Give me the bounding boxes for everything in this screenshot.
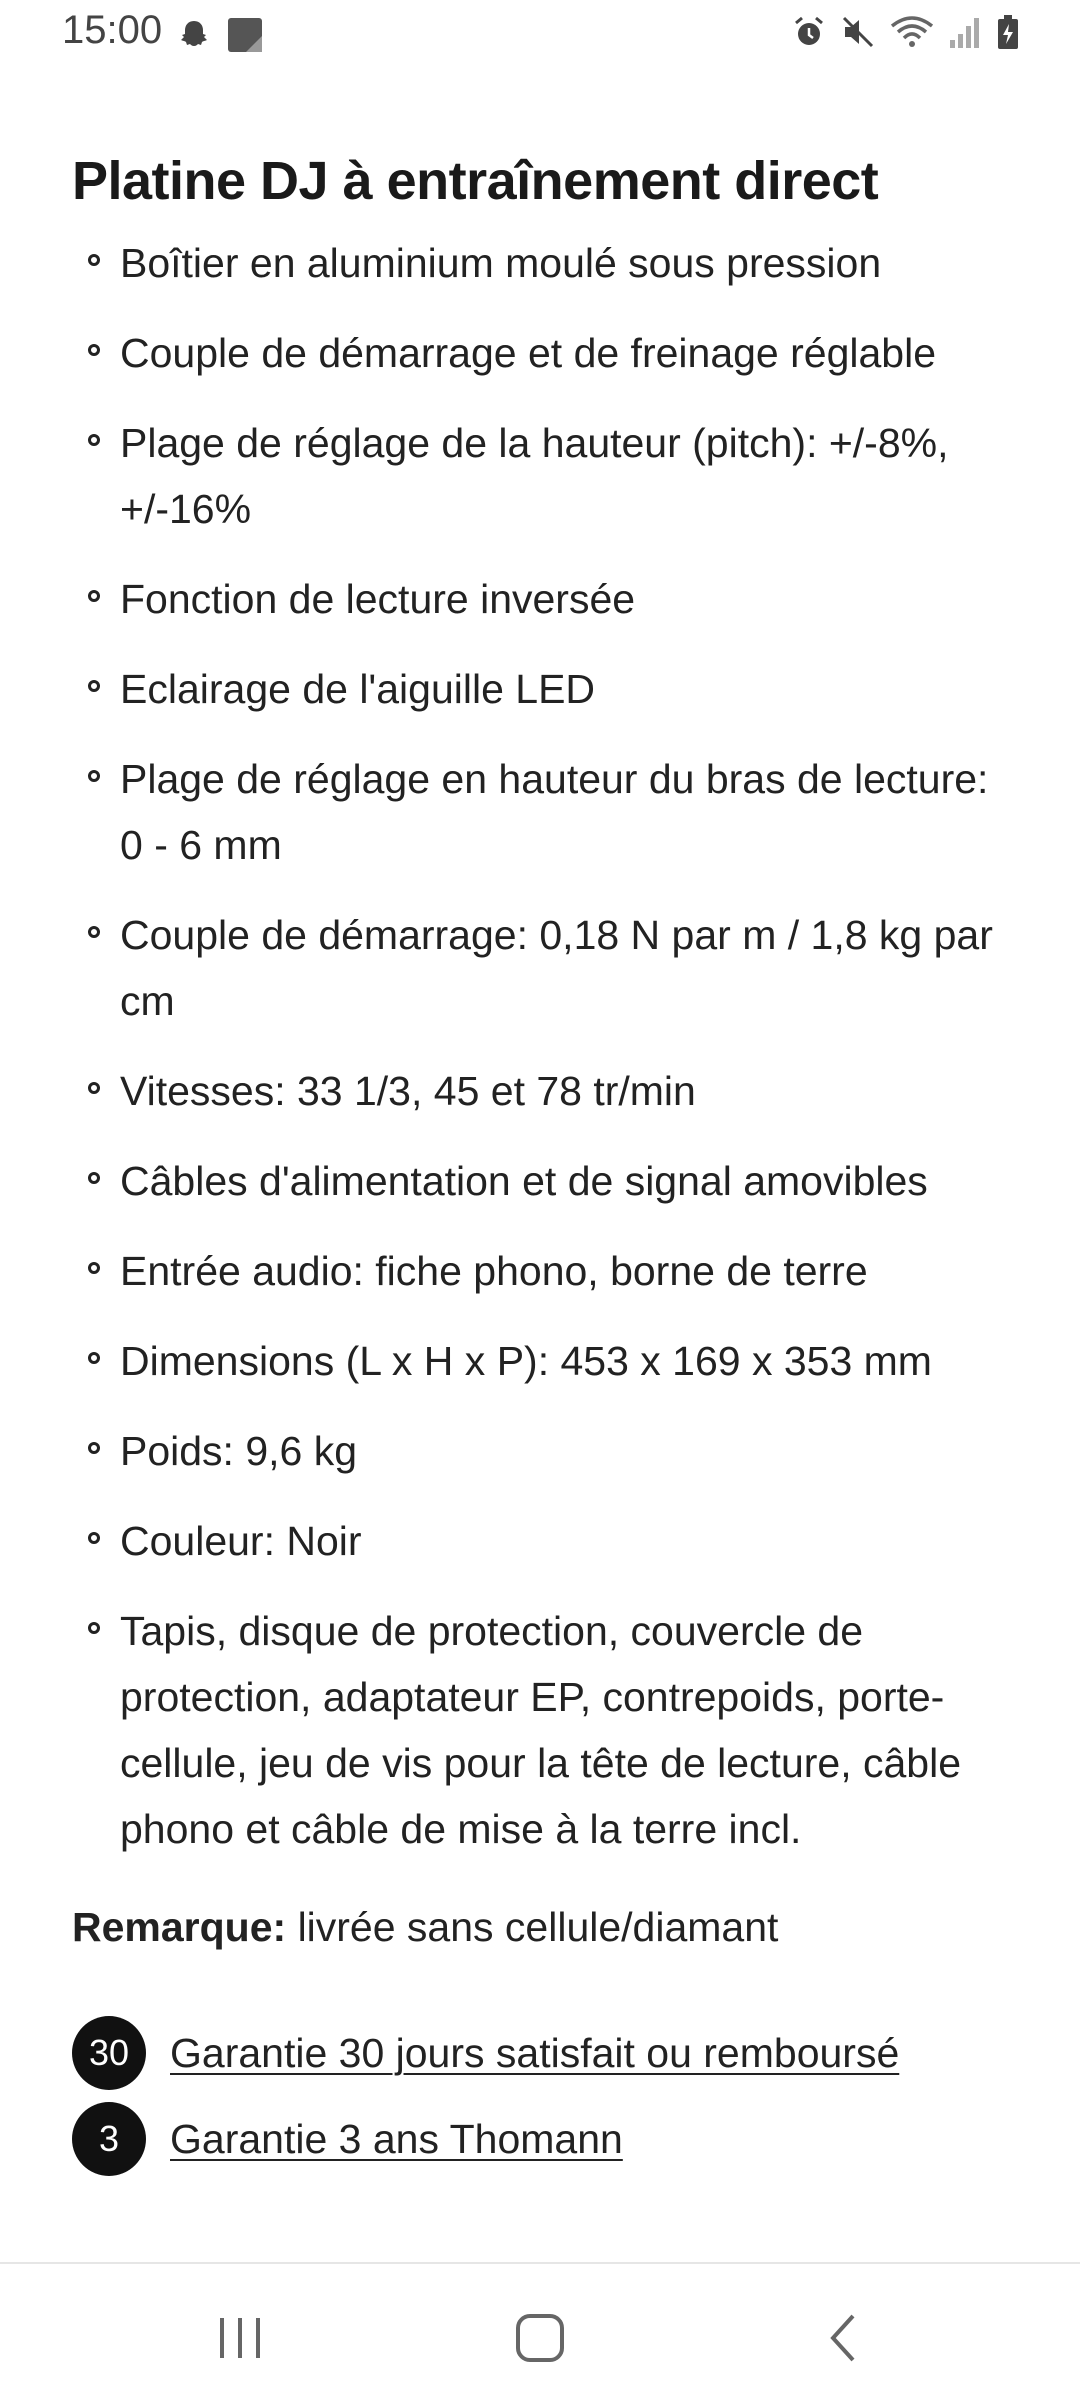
feature-item	[72, 1328, 1012, 1394]
feature-item	[72, 1508, 1012, 1574]
status-left-icons	[176, 16, 264, 54]
bullet-icon	[88, 1172, 100, 1184]
feature-list	[72, 230, 1012, 1862]
feature-text: Entrée audio: fiche phono, borne de terre	[120, 1248, 868, 1294]
feature-item	[72, 656, 1012, 722]
home-button[interactable]	[510, 2308, 570, 2368]
recents-icon	[212, 2310, 268, 2366]
bullet-icon	[88, 1262, 100, 1274]
bullet-icon	[88, 1442, 100, 1454]
feature-item	[72, 1418, 1012, 1484]
bullet-icon	[88, 254, 100, 266]
feature-text: Vitesses: 33 1/3, 45 et 78 tr/min	[120, 1068, 696, 1114]
bullet-icon	[88, 770, 100, 782]
remark-label: Remarque:	[72, 1904, 287, 1950]
status-bar	[0, 0, 1080, 70]
guarantee-item	[72, 2102, 1012, 2176]
app-square-icon	[226, 16, 264, 54]
recents-button[interactable]	[210, 2308, 270, 2368]
wifi-icon	[890, 14, 934, 50]
bullet-icon	[88, 344, 100, 356]
feature-item	[72, 410, 1012, 542]
home-icon	[512, 2310, 568, 2366]
feature-text: Plage de réglage en hauteur du bras de lecture: 0 - 6 mm	[120, 756, 989, 868]
navigation-bar	[0, 2264, 1080, 2408]
feature-item	[72, 320, 1012, 386]
feature-text: Couleur: Noir	[120, 1518, 362, 1564]
status-right-icons	[792, 14, 1020, 50]
status-time: 15:00	[62, 8, 163, 52]
back-icon	[817, 2310, 873, 2366]
bullet-icon	[88, 926, 100, 938]
bullet-icon	[88, 680, 100, 692]
feature-text: Câbles d'alimentation et de signal amovibles	[120, 1158, 928, 1204]
bullet-icon	[88, 434, 100, 446]
remark-text: livrée sans cellule/diamant	[286, 1904, 779, 1950]
feature-item	[72, 746, 1012, 878]
feature-item	[72, 1058, 1012, 1124]
mute-icon	[840, 14, 876, 50]
snapchat-icon	[176, 17, 212, 53]
guarantee-3-years-badge: 3	[72, 2102, 146, 2176]
guarantee-list	[72, 2016, 1012, 2176]
product-title: Platine DJ à entraînement direct	[72, 151, 879, 211]
guarantee-3-years-link[interactable]: Garantie 3 ans Thomann	[170, 2115, 623, 2162]
product-details	[72, 150, 1012, 2188]
battery-icon	[996, 14, 1020, 50]
feature-text: Tapis, disque de protection, couvercle de protection, adaptateur EP, contrepoids, porte-cellule, jeu de vis pour la tête de lecture, câble phono et câble de mise à la terre incl.	[120, 1608, 962, 1852]
feature-text: Couple de démarrage et de freinage réglable	[120, 330, 936, 376]
remark	[72, 1894, 1012, 1960]
feature-item	[72, 566, 1012, 632]
alarm-icon	[792, 15, 826, 49]
feature-text: Dimensions (L x H x P): 453 x 169 x 353 mm	[120, 1338, 932, 1384]
feature-text: Fonction de lecture inversée	[120, 576, 636, 622]
feature-item	[72, 1598, 1012, 1862]
feature-text: Plage de réglage de la hauteur (pitch): +/-8%, +/-16%	[120, 420, 949, 532]
feature-item	[72, 230, 1012, 296]
guarantee-item	[72, 2016, 1012, 2090]
feature-text: Boîtier en aluminium moulé sous pression	[120, 240, 882, 286]
feature-text: Couple de démarrage: 0,18 N par m / 1,8 kg par cm	[120, 912, 993, 1024]
signal-icon	[948, 14, 982, 50]
bullet-icon	[88, 1532, 100, 1544]
feature-text: Poids: 9,6 kg	[120, 1428, 358, 1474]
feature-item	[72, 1148, 1012, 1214]
bullet-icon	[88, 1352, 100, 1364]
guarantee-30-days-link[interactable]: Garantie 30 jours satisfait ou remboursé	[170, 2029, 900, 2076]
bullet-icon	[88, 590, 100, 602]
back-button[interactable]	[815, 2308, 875, 2368]
feature-item	[72, 902, 1012, 1034]
guarantee-30-days-badge: 30	[72, 2016, 146, 2090]
feature-item	[72, 1238, 1012, 1304]
feature-text: Eclairage de l'aiguille LED	[120, 666, 596, 712]
bullet-icon	[88, 1622, 100, 1634]
bullet-icon	[88, 1082, 100, 1094]
